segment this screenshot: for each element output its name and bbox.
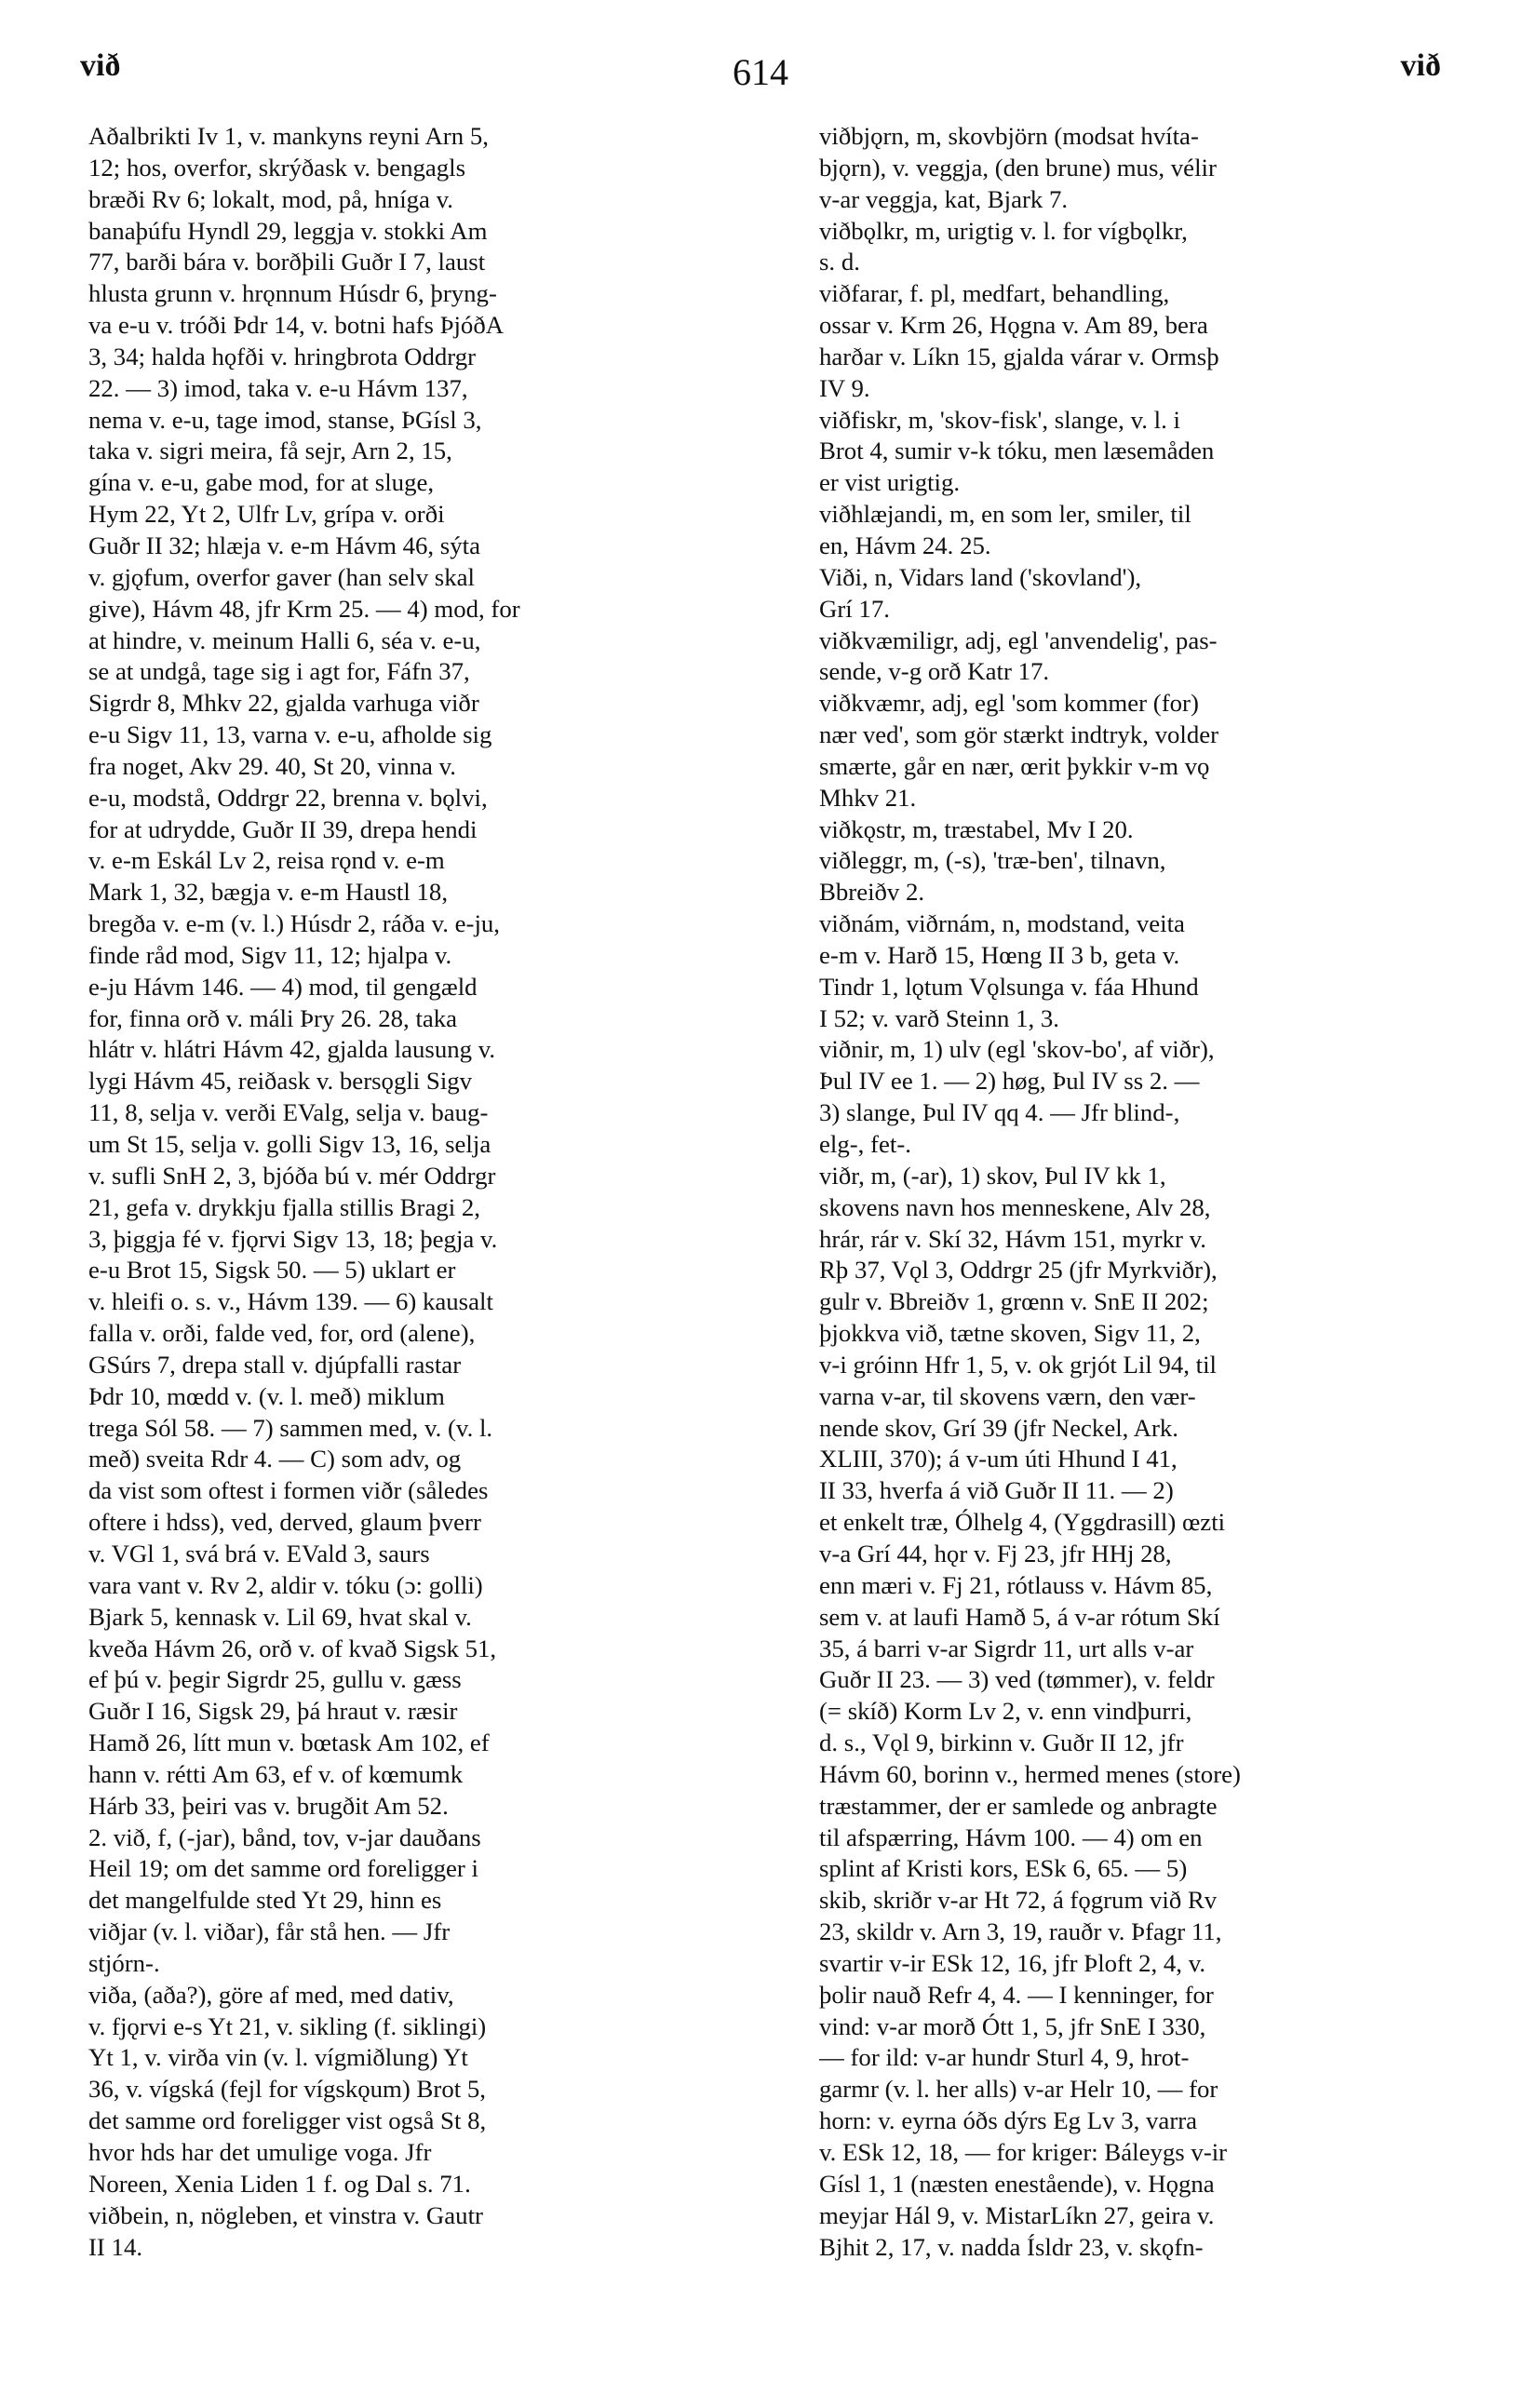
text-line: viðkǫstr, m, træstabel, Mv I 20. xyxy=(819,814,1134,843)
text-line: v. fjǫrvi e-s Yt 21, v. sikling (f. siklingi) xyxy=(88,2011,487,2040)
text-line: stjórn-. xyxy=(88,1948,160,1977)
text-line: viðbein, n, nögleben, et vinstra v. Gautr xyxy=(88,2200,483,2229)
text-line: v. hleifi o. s. v., Hávm 139. — 6) kausalt xyxy=(88,1287,493,1316)
text-line: en, Hávm 24. 25. xyxy=(819,531,991,559)
text-line: viðnám, viðrnám, n, modstand, veita xyxy=(819,909,1185,938)
text-line: hvor hds har det umulige voga. Jfr xyxy=(88,2138,432,2166)
text-line: kveða Hávm 26, orð v. of kvað Sigsk 51, xyxy=(88,1634,497,1662)
text-line: Viði, n, Vidars land ('skovland'), xyxy=(819,562,1142,591)
text-line: hlátr v. hlátri Hávm 42, gjalda lausung v. xyxy=(88,1035,496,1064)
text-line: viðnir, m, 1) ulv (egl 'skov-bo', af viðr), xyxy=(819,1035,1215,1064)
text-line: bjǫrn), v. veggja, (den brune) mus, vélir xyxy=(819,153,1217,182)
text-line: um St 15, selja v. golli Sigv 13, 16, selja xyxy=(88,1130,491,1158)
text-line: da vist som oftest i formen viðr (således xyxy=(88,1476,489,1505)
text-line: sem v. at laufi Hamð 5, á v-ar rótum Skí xyxy=(819,1602,1220,1631)
text-line: viðkvæmr, adj, egl 'som kommer (for) xyxy=(819,689,1199,718)
text-line: sende, v-g orð Katr 17. xyxy=(819,657,1050,686)
text-line: Hárb 33, þeiri vas v. brugðit Am 52. xyxy=(88,1791,449,1820)
text-line: se at undgå, tage sig i agt for, Fáfn 37, xyxy=(88,657,470,686)
text-line: (= skíð) Korm Lv 2, v. enn vindþurri, xyxy=(819,1697,1192,1726)
text-line: nær ved', som gör stærkt indtryk, volder xyxy=(819,720,1219,749)
text-line: 12; hos, overfor, skrýðask v. bengagls xyxy=(88,153,466,182)
text-line: enn mæri v. Fj 21, rótlauss v. Hávm 85, xyxy=(819,1570,1213,1599)
text-line: GSúrs 7, drepa stall v. djúpfalli rastar xyxy=(88,1350,462,1379)
text-line: v. e-m Eskál Lv 2, reisa rǫnd v. e-m xyxy=(88,846,445,875)
text-line: bræði Rv 6; lokalt, mod, på, hníga v. xyxy=(88,184,453,213)
text-line: d. s., Vǫl 9, birkinn v. Guðr II 12, jfr xyxy=(819,1729,1184,1757)
text-line: garmr (v. l. her alls) v-ar Helr 10, — for xyxy=(819,2075,1218,2104)
text-line: viðkvæmiligr, adj, egl 'anvendelig', pas- xyxy=(819,626,1218,654)
text-line: viðr, m, (-ar), 1) skov, Þul IV kk 1, xyxy=(819,1161,1166,1190)
left-column xyxy=(88,121,735,2374)
text-line: det mangelfulde sted Yt 29, hinn es xyxy=(88,1886,442,1915)
text-line: skovens navn hos menneskene, Alv 28, xyxy=(819,1192,1211,1221)
text-line: v. ESk 12, 18, — for kriger: Báleygs v-ir xyxy=(819,2138,1228,2166)
text-line: nema v. e-u, tage imod, stanse, ÞGísl 3, xyxy=(88,405,482,434)
text-line: er vist urigtig. xyxy=(819,468,961,497)
right-column xyxy=(819,121,1466,2374)
text-line: 21, gefa v. drykkju fjalla stillis Bragi 2, xyxy=(88,1192,480,1221)
text-line: svartir v-ir ESk 12, 16, jfr Þloft 2, 4, v. xyxy=(819,1948,1206,1977)
text-line: — for ild: v-ar hundr Sturl 4, 9, hrot- xyxy=(819,2043,1190,2072)
text-line: með) sveita Rdr 4. — C) som adv, og xyxy=(88,1445,462,1473)
text-line: 35, á barri v-ar Sigrdr 11, urt alls v-ar xyxy=(819,1634,1194,1662)
text-line: viða, (aða?), göre af med, med dativ, xyxy=(88,1980,454,2009)
text-line: II 33, hverfa á við Guðr II 11. — 2) xyxy=(819,1476,1174,1505)
text-line: v. sufli SnH 2, 3, bjóða bú v. mér Oddrgr xyxy=(88,1161,496,1190)
text-line: et enkelt træ, Ólhelg 4, (Yggdrasill) œzti xyxy=(819,1508,1226,1537)
text-line: for, finna orð v. máli Þry 26. 28, taka xyxy=(88,1003,458,1032)
text-line: hrár, rár v. Skí 32, Hávm 151, myrkr v. xyxy=(819,1224,1206,1253)
text-line: Bjhit 2, 17, v. nadda Ísldr 23, v. skǫfn- xyxy=(819,2232,1204,2261)
header-right-word: við xyxy=(1400,48,1441,83)
text-line: 23, skildr v. Arn 3, 19, rauðr v. Þfagr 11, xyxy=(819,1917,1222,1946)
text-line: gulr v. Bbreiðv 1, grœnn v. SnE II 202; xyxy=(819,1287,1209,1316)
text-line: v. VGl 1, svá brá v. EVald 3, saurs xyxy=(88,1539,430,1567)
text-line: II 14. xyxy=(88,2232,143,2261)
text-line: Guðr II 23. — 3) ved (tømmer), v. feldr xyxy=(819,1665,1215,1694)
text-line: Yt 1, v. virða vin (v. l. vígmiðlung) Yt xyxy=(88,2043,468,2072)
text-line: meyjar Hál 9, v. MistarLíkn 27, geira v. xyxy=(819,2200,1215,2229)
text-line: Heil 19; om det samme ord foreligger i xyxy=(88,1854,478,1883)
text-line: splint af Kristi kors, ESk 6, 65. — 5) xyxy=(819,1854,1188,1883)
text-line: oftere i hdss), ved, derved, glaum þverr xyxy=(88,1508,481,1537)
text-line: viðfarar, f. pl, medfart, behandling, xyxy=(819,279,1170,308)
text-line: Þdr 10, mœdd v. (v. l. með) miklum xyxy=(88,1381,445,1410)
text-line: 3) slange, Þul IV qq 4. — Jfr blind-, xyxy=(819,1098,1180,1127)
text-line: Hávm 60, borinn v., hermed menes (store) xyxy=(819,1759,1241,1788)
text-line: Tindr 1, lǫtum Vǫlsunga v. fáa Hhund xyxy=(819,972,1199,1001)
text-line: Aðalbrikti Iv 1, v. mankyns reyni Arn 5, xyxy=(88,122,489,150)
text-line: elg-, fet-. xyxy=(819,1130,911,1158)
text-line: trega Sól 58. — 7) sammen med, v. (v. l. xyxy=(88,1413,493,1442)
text-line: viðhlæjandi, m, en som ler, smiler, til xyxy=(819,500,1191,529)
text-line: Noreen, Xenia Liden 1 f. og Dal s. 71. xyxy=(88,2169,471,2198)
text-line: þolir nauð Refr 4, 4. — I kenninger, for xyxy=(819,1980,1214,2009)
text-line: 3, 34; halda hǫfði v. hringbrota Oddrgr xyxy=(88,342,477,370)
text-line: banaþúfu Hyndl 29, leggja v. stokki Am xyxy=(88,216,488,245)
text-line: e-u Brot 15, Sigsk 50. — 5) uklart er xyxy=(88,1256,456,1285)
text-line: XLIII, 370); á v-um úti Hhund I 41, xyxy=(819,1445,1178,1473)
text-line: at hindre, v. meinum Halli 6, séa v. e-u, xyxy=(88,626,481,654)
text-line: Hamð 26, lítt mun v. bœtask Am 102, ef xyxy=(88,1729,490,1757)
text-line: nende skov, Grí 39 (jfr Neckel, Ark. xyxy=(819,1413,1178,1442)
text-line: viðfiskr, m, 'skov-fisk', slange, v. l. i xyxy=(819,405,1180,434)
text-line: v-i gróinn Hfr 1, 5, v. ok grjót Lil 94, til xyxy=(819,1350,1217,1379)
text-line: taka v. sigri meira, få sejr, Arn 2, 15, xyxy=(88,437,452,465)
text-line: 22. — 3) imod, taka v. e-u Hávm 137, xyxy=(88,373,468,402)
text-line: bregða v. e-m (v. l.) Húsdr 2, ráða v. e-ju, xyxy=(88,909,500,938)
text-line: Gísl 1, 1 (næsten enestående), v. Hǫgna xyxy=(819,2169,1215,2198)
text-line: harðar v. Líkn 15, gjalda várar v. Ormsþ xyxy=(819,342,1219,370)
text-line: smærte, går en nær, œrit þykkir v-m vǫ xyxy=(819,751,1210,780)
header-left-word: við xyxy=(80,48,121,83)
text-line: falla v. orði, falde ved, for, ord (alene), xyxy=(88,1319,476,1348)
text-line: lygi Hávm 45, reiðask v. bersǫgli Sigv xyxy=(88,1067,473,1096)
text-line: 36, v. vígská (fejl for vígskǫum) Brot 5, xyxy=(88,2075,486,2104)
text-line: hann v. rétti Am 63, ef v. of kœmumk xyxy=(88,1759,464,1788)
text-line: træstammer, der er samlede og anbragte xyxy=(819,1791,1218,1820)
text-line: skib, skriðr v-ar Ht 72, á fǫgrum við Rv xyxy=(819,1886,1218,1915)
text-line: 2. við, f, (-jar), bånd, tov, v-jar dauðans xyxy=(88,1823,481,1851)
text-line: v-ar veggja, kat, Bjark 7. xyxy=(819,184,1069,213)
text-line: e-u Sigv 11, 13, varna v. e-u, afholde sig xyxy=(88,720,492,749)
text-line: e-m v. Harð 15, Hœng II 3 b, geta v. xyxy=(819,940,1180,969)
page-number: 614 xyxy=(733,51,788,93)
text-line: vind: v-ar morð Ótt 1, 5, jfr SnE I 330, xyxy=(819,2011,1206,2040)
text-line: Mark 1, 32, bægja v. e-m Haustl 18, xyxy=(88,878,449,907)
text-line: ef þú v. þegir Sigrdr 25, gullu v. gæss xyxy=(88,1665,462,1694)
text-line: Sigrdr 8, Mhkv 22, gjalda varhuga viðr xyxy=(88,689,479,718)
text-line: va e-u v. tróði Þdr 14, v. botni hafs ÞjóðA xyxy=(88,311,505,340)
text-line: gína v. e-u, gabe mod, for at sluge, xyxy=(88,468,435,497)
text-line: det samme ord foreligger vist også St 8, xyxy=(88,2106,487,2135)
text-line: viðbjǫrn, m, skovbjörn (modsat hvíta- xyxy=(819,122,1199,150)
text-line: þjokkva við, tætne skoven, Sigv 11, 2, xyxy=(819,1319,1201,1348)
text-line: fra noget, Akv 29. 40, St 20, vinna v. xyxy=(88,751,456,780)
text-line: 11, 8, selja v. verði EValg, selja v. baug- xyxy=(88,1098,489,1127)
text-line: v-a Grí 44, hǫr v. Fj 23, jfr HHj 28, xyxy=(819,1539,1172,1567)
text-line: v. gjǫfum, overfor gaver (han selv skal xyxy=(88,562,475,591)
text-line: for at udrydde, Guðr II 39, drepa hendi xyxy=(88,814,478,843)
text-line: 3, þiggja fé v. fjǫrvi Sigv 13, 18; þegja v. xyxy=(88,1224,498,1253)
text-line: Rþ 37, Vǫl 3, Oddrgr 25 (jfr Myrkviðr), xyxy=(819,1256,1218,1285)
text-line: IV 9. xyxy=(819,373,870,402)
text-line: Hym 22, Yt 2, Ulfr Lv, grípa v. orði xyxy=(88,500,445,529)
text-line: Guðr I 16, Sigsk 29, þá hraut v. ræsir xyxy=(88,1697,458,1726)
text-line: Brot 4, sumir v-k tóku, men læsemåden xyxy=(819,437,1215,465)
text-line: Guðr II 32; hlæja v. e-m Hávm 46, sýta xyxy=(88,531,480,559)
text-line: til afspærring, Hávm 100. — 4) om en xyxy=(819,1823,1203,1851)
text-line: finde råd mod, Sigv 11, 12; hjalpa v. xyxy=(88,940,452,969)
text-line: horn: v. eyrna óðs dýrs Eg Lv 3, varra xyxy=(819,2106,1198,2135)
text-line: 77, barði bára v. borðþili Guðr I 7, laust xyxy=(88,248,486,276)
text-line: Þul IV ee 1. — 2) høg, Þul IV ss 2. — xyxy=(819,1067,1200,1096)
text-line: varna v-ar, til skovens værn, den vær- xyxy=(819,1381,1196,1410)
text-line: Mhkv 21. xyxy=(819,783,917,812)
text-line: Grí 17. xyxy=(819,594,890,623)
text-line: viðjar (v. l. viðar), får stå hen. — Jfr xyxy=(88,1917,451,1946)
text-line: hlusta grunn v. hrǫnnum Húsdr 6, þryng- xyxy=(88,279,497,308)
text-line: I 52; v. varð Steinn 1, 3. xyxy=(819,1003,1060,1032)
text-line: Bjark 5, kennask v. Lil 69, hvat skal v. xyxy=(88,1602,472,1631)
text-line: give), Hávm 48, jfr Krm 25. — 4) mod, for xyxy=(88,594,520,623)
text-line: viðleggr, m, (-s), 'træ-ben', tilnavn, xyxy=(819,846,1166,875)
text-line: ossar v. Krm 26, Hǫgna v. Am 89, bera xyxy=(819,311,1208,340)
text-line: e-u, modstå, Oddrgr 22, brenna v. bǫlvi, xyxy=(88,783,488,812)
text-line: viðbǫlkr, m, urigtig v. l. for vígbǫlkr, xyxy=(819,216,1188,245)
text-line: vara vant v. Rv 2, aldir v. tóku (ɔ: golli) xyxy=(88,1570,483,1599)
text-line: e-ju Hávm 146. — 4) mod, til gengæld xyxy=(88,972,478,1001)
text-line: s. d. xyxy=(819,248,860,276)
text-line: Bbreiðv 2. xyxy=(819,878,925,907)
